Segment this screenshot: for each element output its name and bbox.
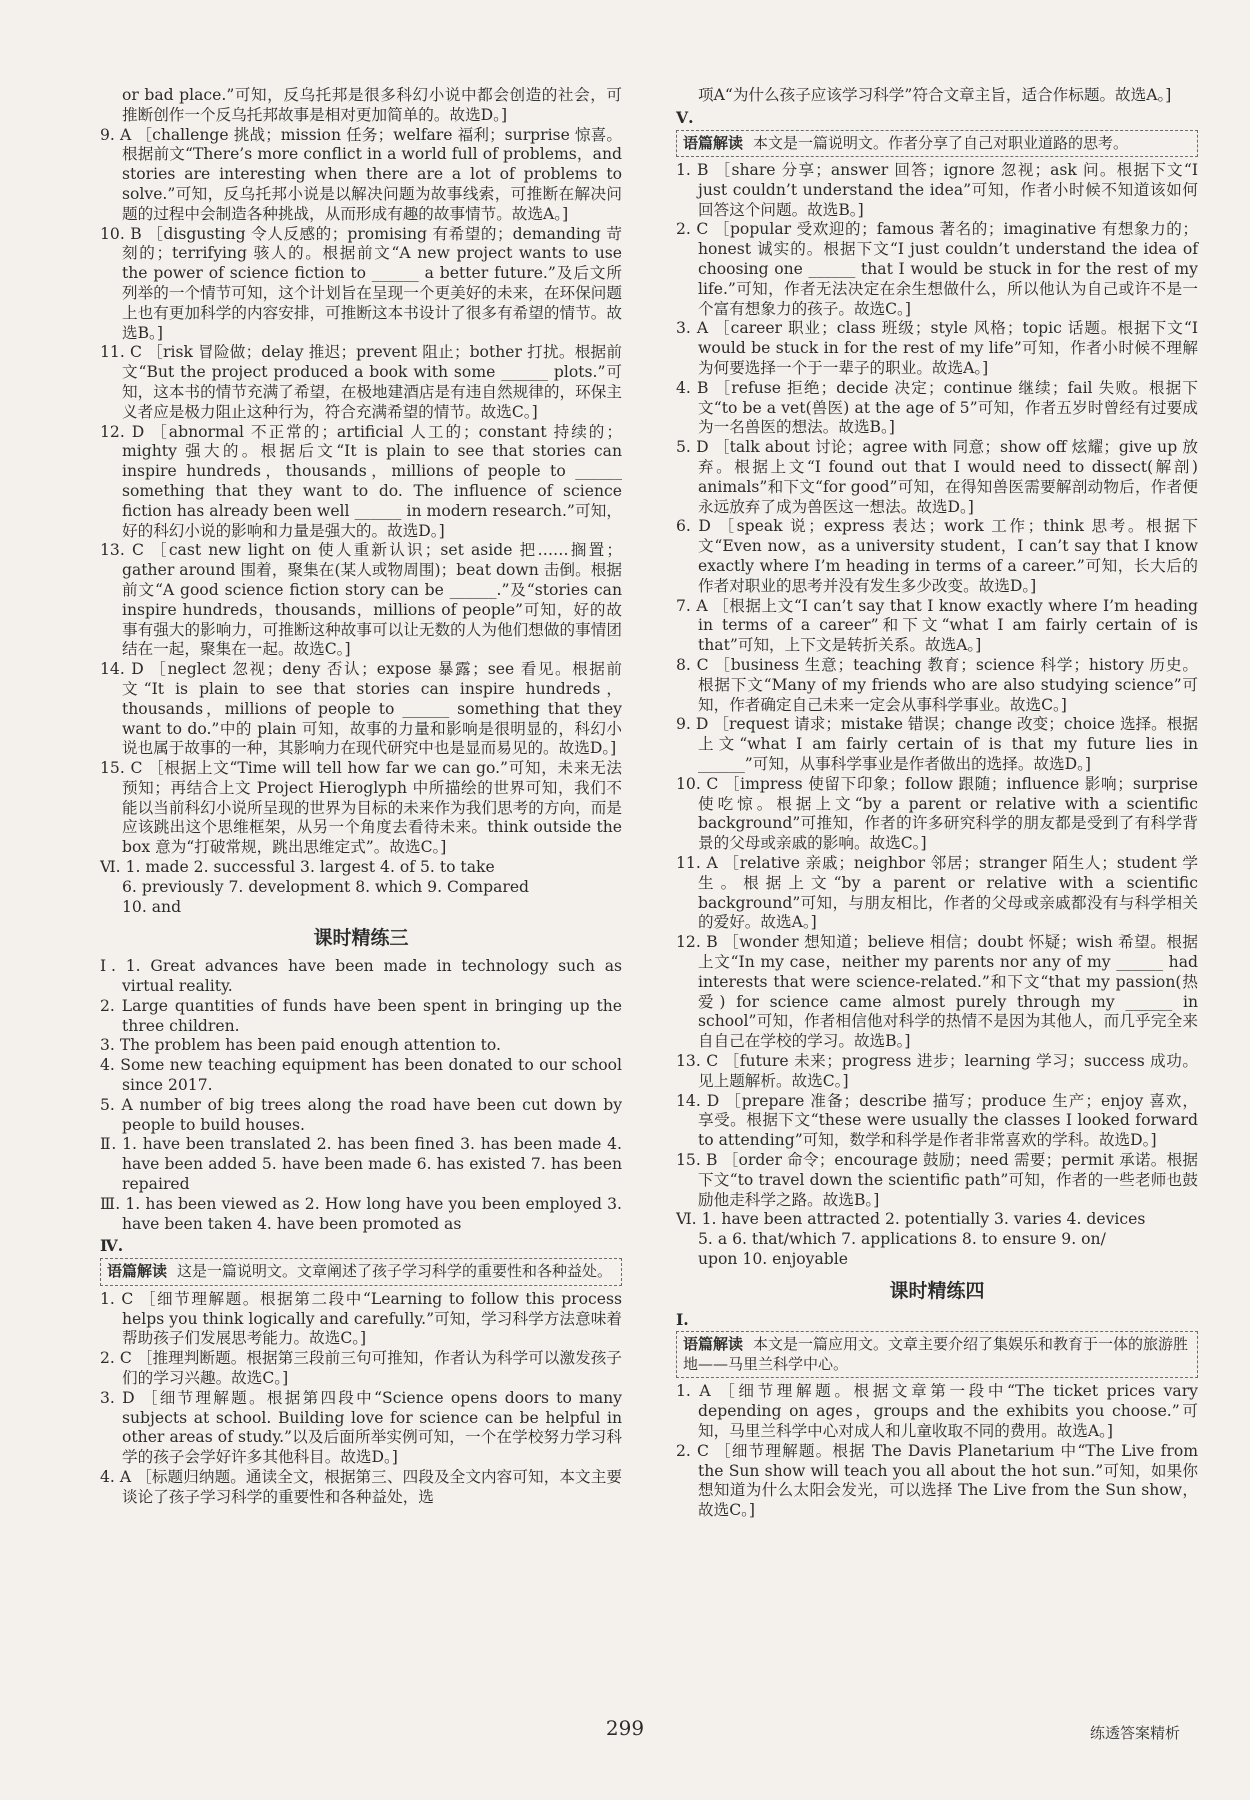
answer-item: 2. C ［popular 受欢迎的；famous 著名的；imaginative 有想象力的；honest 诚实的。根据下文“I just couldn’t understand the idea of choosing one ______ that I would be stuck in for the rest of my life.”可知，作者无法决定在余生想做什么，所以他认为自己或许不是一个富有想象力的孩子。故选C。] [676,220,1198,318]
passage-summary-box [100,1258,622,1286]
answer-item: 11. A ［relative 亲戚；neighbor 邻居；stranger 陌生人；student 学生。根据上文“by a parent or relative with a scientific background”可知，与朋友相比，作者的父母或亲戚都没有与科学相关的爱好。故选A。] [676,853,1198,932]
answer-item: Ⅰ. 1. Great advances have been made in technology such as virtual reality. [100,957,622,996]
answer-item-12: 12. D ［abnormal 不正常的；artificial 人工的；constant 持续的；mighty 强大的。根据后文“It is plain to see that stories can inspire hundreds，thousands，millions of people to ______ something that they want to do. The influence of science fiction has already been well ______ in modern research.”可知，好的科幻小说的影响和力量是强大的。故选D。] [100,422,622,540]
passage-summary-box [676,1331,1198,1378]
answer-item: 8. C ［business 生意；teaching 教育；science 科学；history 历史。根据下文“Many of my friends who are also studying science”可知，作者确定自己未来一定会从事科学事业。故选C。] [676,656,1198,714]
passage-summary-tag: 语篇解读 [107,1262,168,1281]
answer-item-9: 9. A ［challenge 挑战；mission 任务；welfare 福利；surprise 惊喜。根据前文“There’s more conflict in a world full of problems，and stories are interesting when there are a lot of problems to solve.”可知，反乌托邦小说是以解决问题为故事线索，可推断在解决问题的过程中会制造各种挑战，从而形成有趣的故事情节。故选A。] [100,125,622,223]
section-6-line: Ⅵ. 1. have been attracted 2. potentially 3. varies 4. devices [676,1210,1146,1229]
answer-item-11: 11. C ［risk 冒险做；delay 推迟；prevent 阻止；bother 打扰。根据前文“But the project produced a book with some ______ plots.”可知，这本书的情节充满了希望，在极地建酒店是有违自然规律的，环保主义者应是极力阻止这种行为，符合充满希望的情节。故选C。] [100,343,622,421]
section-6-line: Ⅵ. 1. made 2. successful 3. largest 4. of 5. to take [100,858,495,877]
answer-item: 12. B ［wonder 想知道；believe 相信；doubt 怀疑；wish 希望。根据上文“In my case，neither my parents nor any of my ______ had interests that were science-related.”和下文“that my passion(热爱) for science came almost purely through my ______ in school”可知，作者相信他对科学的热情不是因为其他人，而几乎完全来自自己在学校的学习。故选B。] [676,933,1198,1051]
answer-item: Ⅱ. 1. have been translated 2. has been fined 3. has been made 4. have been added 5. have been made 6. has existed 7. has been repaired [100,1135,622,1194]
passage-summary-tag: 语篇解读 [683,133,744,152]
section-label: Ⅰ. [676,1309,689,1329]
answer-item-15: 15. C ［根据上文“Time will tell how far we can go.”可知，未来无法预知；再结合上文 Project Hieroglyph 中所描绘的世界可知，我们不能以当前科幻小说所呈现的世界为目标的未来作为我们思考的方向，而是应该跳出这个思维框架，从另一个角度去看待未来。think outside the box 意为“打破常规，跳出思维定式”。故选C。] [100,759,622,857]
section-6-line: 10. and [122,897,182,916]
answer-item: 6. D ［speak 说；express 表达；work 工作；think 思考。根据下文“Even now，as a university student，I can’t say that I know exactly where I’m heading in terms of a career.”可知，长大后的作者对职业的思考并没有发生多少改变。故选D。] [676,517,1198,595]
section-label: Ⅴ. [676,107,694,127]
lesson-heading: 课时精练四 [889,1279,985,1302]
answer-item: 10. C ［impress 使留下印象；follow 跟随；influence 影响；surprise 使吃惊。根据上文“by a parent or relative with a scientific background”可推知，作者的许多研究科学的朋友都是受到了有科学背景的父母或亲戚的影响。故选C。] [676,774,1198,853]
footer-label: 练透答案精析 [1089,1724,1180,1742]
answer-paragraph: or bad place.”可知，反乌托邦是很多科幻小说中都会创造的社会，可推断创作一个反乌托邦故事是相对更加简单的。故选D。] [122,86,622,124]
answer-item: 1. B ［share 分享；answer 回答；ignore 忽视；ask 问。根据下文“I just couldn’t understand the idea”可知，作者小时候不知道该如何回答这个问题。故选B。] [676,161,1198,219]
passage-summary-text: 本文是一篇应用文。文章主要介绍了集娱乐和教育于一体的旅游胜地——马里兰科学中心。 [683,1335,1189,1373]
answer-item: 7. A ［根据上文“I can’t say that I know exactly where I’m heading in terms of a career”和下文“what I am fairly certain of is that”可知，上下文是转折关系。故选A。] [676,596,1198,655]
answer-item: 2. Large quantities of funds have been spent in bringing up the three children. [100,996,622,1035]
answer-item-13: 13. C ［cast new light on 使人重新认识；set aside 把……搁置；gather around 围着，聚集在(某人或物周围)；beat down 击倒。根据前文“A good science fiction story can be ______.”及“stories can inspire hundreds，thousands，millions of people”可知，好的故事有强大的影响力，可推断这种故事可以让无数的人为他们想做的事情团结在一起，聚集在一起。故选C。] [100,541,622,659]
answer-item: 3. The problem has been paid enough attention to. [100,1036,501,1055]
answer-item: 4. A ［标题归纳题。通读全文，根据第三、四段及全文内容可知，本文主要谈论了孩子学习科学的重要性和各种益处，选 [100,1467,622,1506]
passage-summary-box [676,130,1198,158]
passage-summary-text: 本文是一篇说明文。作者分享了自己对职业道路的思考。 [753,133,1129,152]
answer-item: 4. Some new teaching equipment has been donated to our school since 2017. [100,1056,622,1095]
answer-item: 9. D ［request 请求；mistake 错误；change 改变；choice 选择。根据上文“what I am fairly certain of is that my future lies in ______”可知，从事科学事业是作者做出的选择。故选D。] [676,715,1198,773]
left-column [100,86,622,1507]
answer-item: 13. C ［future 未来；progress 进步；learning 学习；success 成功。见上题解析。故选C。] [676,1051,1198,1090]
passage-summary-text: 这是一篇说明文。文章阐述了孩子学习科学的重要性和各种益处。 [177,1262,613,1281]
answer-item: 5. D ［talk about 讨论；agree with 同意；show off 炫耀；give up 放弃。根据上文“I found out that I would need to dissect(解剖) animals”和下文“for good”可知，在得知兽医需要解剖动物后，作者便永远放弃了成为兽医这一想法。故选D。] [676,438,1198,516]
answer-item: 3. D ［细节理解题。根据第四段中“Science opens doors to many subjects at school. Building love for science can be helpful in other areas of study.”以及后面所举实例可知，一个在学校努力学习科学的孩子会学好许多其他科目。故选D。] [100,1388,622,1467]
section-6-line: 6. previously 7. development 8. which 9. Compared [122,877,530,896]
answer-item-14: 14. D ［neglect 忽视；deny 否认；expose 暴露；see 看见。根据前文“It is plain to see that stories can inspire hundreds，thousands，millions of people to ______ something that they want to do.”中的 plain 可知，故事的力量和影响是很明显的，科幻小说也属于故事的一种，其影响力在现代研究中也是显而易见的。故选D。] [100,660,622,758]
answer-item: 2. C ［细节理解题。根据 The Davis Planetarium 中“The Live from the Sun show will teach you all about the hot sun.”可知，如果你想知道为什么太阳会发光，可以选择 The Live from the Sun show，故选C。] [676,1441,1198,1520]
answer-item: 2. C ［推理判断题。根据第三段前三句可推知，作者认为科学可以激发孩子们的学习兴趣。故选C。] [100,1349,622,1387]
answer-item: 15. B ［order 命令；encourage 鼓励；need 需要；permit 承诺。根据下文“to travel down the scientific path”可知，作者的一些老师也鼓励他走科学之路。故选B。] [676,1150,1198,1209]
answer-page [100,86,1198,1746]
right-column [676,86,1198,1521]
section-6-line: 5. a 6. that/which 7. applications 8. to ensure 9. on/ [698,1230,1106,1249]
answer-item: 1. A ［细节理解题。根据文章第一段中“The ticket prices vary depending on ages，groups and the exhibits you choose.”可知，马里兰科学中心对成人和儿童收取不同的费用。故选A。] [676,1382,1198,1440]
answer-paragraph: 项A“为什么孩子应该学习科学”符合文章主旨，适合作标题。故选A。] [698,86,1172,104]
answer-item: 1. C ［细节理解题。根据第二段中“Learning to follow this process helps you think logically and carefully.”可知，学习科学方法意味着帮助孩子们发展思考能力。故选C。] [100,1289,622,1348]
answer-item: Ⅲ. 1. has been viewed as 2. How long have you been employed 3. have been taken 4. have been promoted as [100,1194,622,1233]
answer-item: 4. B ［refuse 拒绝；decide 决定；continue 继续；fail 失败。根据下文“to be a vet(兽医) at the age of 5”可知，作者五岁时曾经有过要成为一名兽医的想法。故选B。] [676,378,1198,437]
section-label: Ⅳ. [100,1236,124,1256]
answer-item: 14. D ［prepare 准备；describe 描写；produce 生产；enjoy 喜欢，享受。根据下文“these were usually the classes I looked forward to attending”可知，数学和科学是作者非常喜欢的学科。故选D。] [676,1091,1198,1150]
answer-item: 5. A number of big trees along the road have been cut down by people to build houses. [100,1095,622,1134]
section-6-line: upon 10. enjoyable [698,1249,848,1268]
answer-item: 3. A ［career 职业；class 班级；style 风格；topic 话题。根据下文“I would be stuck in for the rest of my life”可知，作者小时候不理解为何要选择一个于一辈子的职业。故选A。] [676,319,1198,378]
passage-summary-tag: 语篇解读 [683,1335,744,1354]
page-number: 299 [605,1716,645,1740]
lesson-heading: 课时精练三 [313,927,409,950]
answer-item-10: 10. B ［disgusting 令人反感的；promising 有希望的；demanding 苛刻的；terrifying 骇人的。根据前文“A new project wants to use the power of science fiction to ______ a better future.”及后文所列举的一个情节可知，这个计划旨在呈现一个更美好的未来，在环保问题上也有更加科学的内容安排，可推断这本书设计了很多有希望的情节。故选B。] [100,224,622,342]
